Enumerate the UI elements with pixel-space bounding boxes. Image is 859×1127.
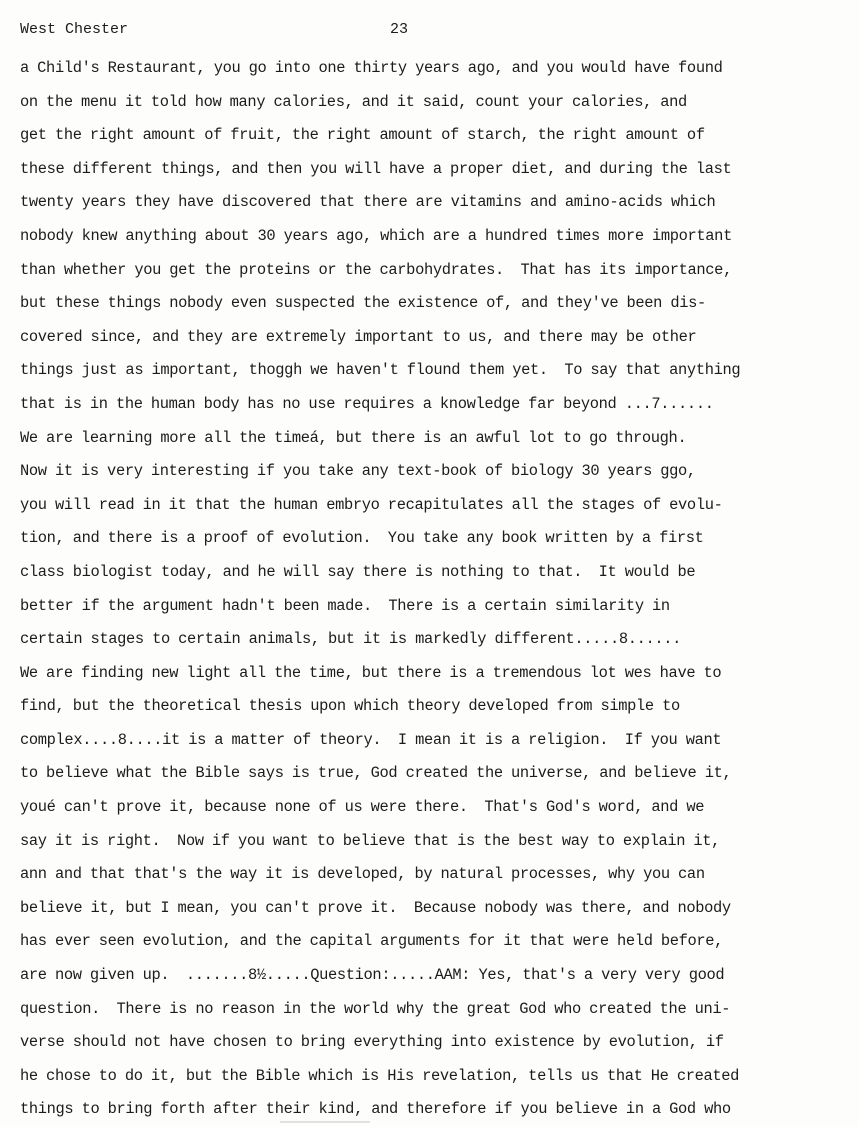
text-line: on the menu it told how many calories, and it said, count your calories, and — [20, 92, 687, 111]
text-line: these different things, and then you will have a proper diet, and during the last — [20, 159, 732, 178]
text-line: youé can't prove it, because none of us were there. That's God's word, and we — [20, 798, 705, 817]
text-line: than whether you get the proteins or the carbohydrates. That has its importance, — [20, 260, 732, 279]
text-line: a Child's Restaurant, you go into one thirty years ago, and you would have found — [20, 59, 723, 77]
text-line: certain stages to certain animals, but it is markedly different.....8...... — [20, 630, 682, 649]
text-line: We are finding new light all the time, but there is a tremendous lot wes have to — [20, 663, 722, 682]
text-line: ann and that that's the way it is developed, by natural processes, why you can — [20, 865, 705, 884]
text-line: tion, and there is a proof of evolution. You take any book written by a first — [20, 529, 704, 548]
text-line: to believe what the Bible says is true, God created the universe, and believe it, — [20, 764, 732, 783]
text-line: things just as important, thoggh we haven't flound them yet. To say that anything — [20, 361, 741, 380]
text-line: he chose to do it, but the Bible which is His revelation, tells us that He created — [20, 1066, 740, 1085]
page-number: 23 — [390, 21, 409, 38]
text-line: nobody knew anything about 30 years ago, which are a hundred times more important — [20, 226, 732, 245]
text-line: get the right amount of fruit, the right amount of starch, the right amount of — [20, 126, 705, 145]
text-line: believe it, but I mean, you can't prove it. Because nobody was there, and nobody — [20, 898, 731, 917]
text-line: class biologist today, and he will say there is nothing to that. It would be — [20, 562, 696, 581]
text-line: complex....8....it is a matter of theory. I mean it is a religion. If you want — [20, 730, 722, 749]
text-line: you will read in it that the human embryo recapitulates all the stages of evolu- — [20, 495, 723, 514]
transcript-body — [20, 52, 855, 1127]
running-header — [20, 19, 839, 41]
text-line: find, but the theoretical thesis upon which theory developed from simple to — [20, 697, 680, 716]
text-line: has ever seen evolution, and the capital arguments for it that were held before, — [20, 932, 724, 951]
text-line: covered since, and they are extremely important to us, and there may be other — [20, 327, 697, 346]
text-line: things to bring forth after their kind, and therefore if you believe in a God who — [20, 1100, 731, 1119]
header-location: West Chester — [20, 21, 129, 38]
text-line: say it is right. Now if you want to believe that is the best way to explain it, — [20, 831, 721, 850]
text-line: are now given up. .......8½.....Question:.....AAM: Yes, that's a very very good — [20, 966, 725, 985]
text-line: Now it is very interesting if you take any text-book of biology 30 years ggo, — [20, 462, 696, 481]
text-line: question. There is no reason in the world why the great God who created the uni- — [20, 999, 731, 1018]
text-line: verse should not have chosen to bring everything into existence by evolution, if — [20, 1033, 724, 1052]
text-line: twenty years they have discovered that there are vitamins and amino-acids which — [20, 193, 716, 212]
text-line: that is in the human body has no use requires a knowledge far beyond ...7...... — [20, 394, 714, 413]
text-line: better if the argument hadn't been made. There is a certain similarity in — [20, 596, 670, 615]
text-line: but these things nobody even suspected the existence of, and they've been dis- — [20, 294, 706, 313]
scan-smudge — [280, 1121, 370, 1123]
text-line: We are learning more all the timeá, but there is an awful lot to go through. — [20, 428, 687, 447]
